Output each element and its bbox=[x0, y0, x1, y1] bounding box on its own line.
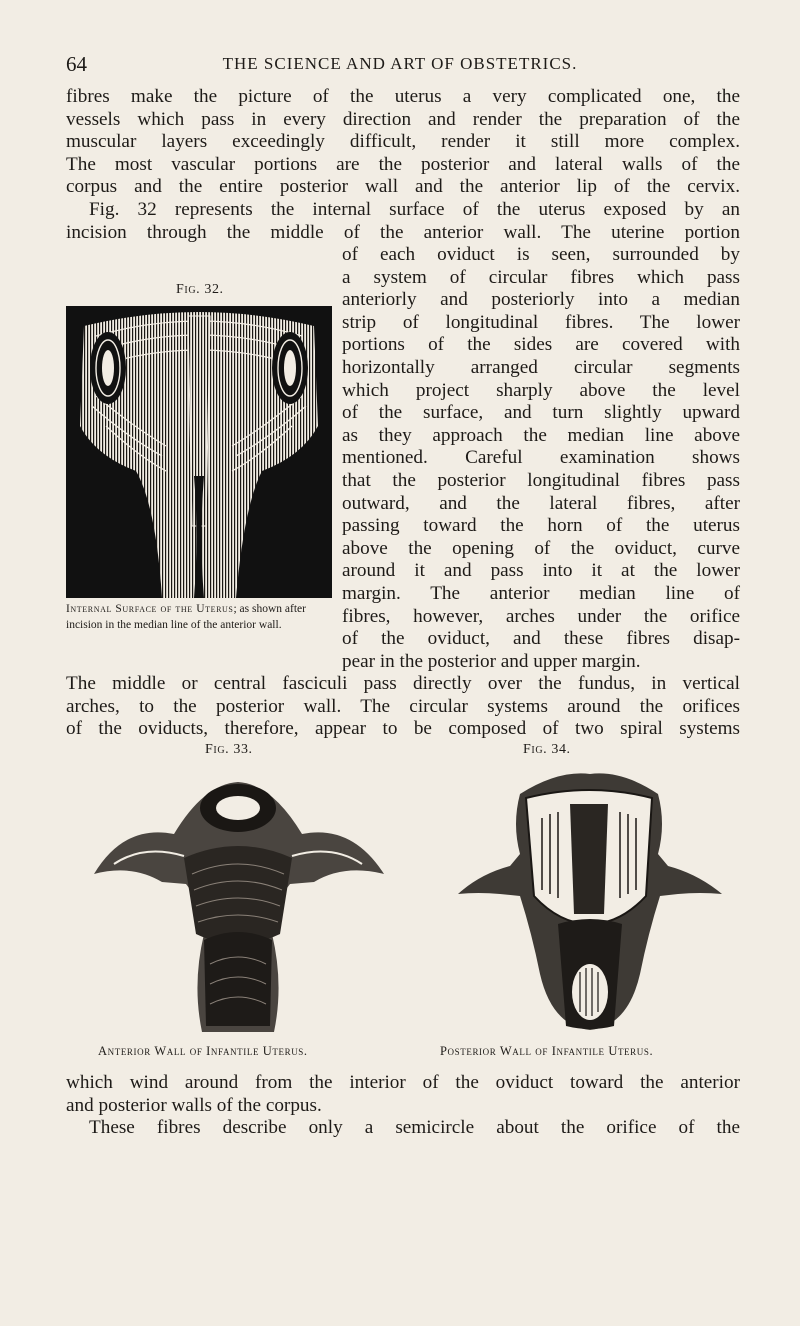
figure-33-caption: Anterior Wall of Infantile Uterus. bbox=[98, 1044, 308, 1058]
figure-33-label: Fig. 33. bbox=[205, 742, 253, 757]
text-line: outward, and the lateral fibres, after bbox=[342, 492, 740, 514]
text-line: The most vascular portions are the posterior and lateral walls of the bbox=[66, 153, 740, 175]
text-line: The middle or central fasciculi pass directly over the fundus, in vertical bbox=[66, 673, 740, 694]
running-head: THE SCIENCE AND ART OF OBSTETRICS. bbox=[222, 54, 578, 73]
text-line: of each oviduct is seen, surrounded by bbox=[342, 244, 740, 265]
figure-34-illustration bbox=[450, 764, 728, 1034]
figure-33-illustration bbox=[84, 764, 392, 1034]
text-line: anteriorly and posteriorly into a median bbox=[342, 289, 740, 311]
paragraph-2-start bbox=[66, 199, 740, 244]
text-line: horizontally arranged circular segments bbox=[342, 356, 740, 378]
text-line: muscular layers exceedingly difficult, render it still more complex. bbox=[66, 131, 740, 153]
text-line: These fibres describe only a semicircle about the orifice of the bbox=[89, 1117, 740, 1138]
text-line: margin. The anterior median line of bbox=[342, 582, 740, 604]
figure-34-caption: Posterior Wall of Infantile Uterus. bbox=[440, 1044, 654, 1058]
text-line: around it and pass into it at the lower bbox=[342, 560, 740, 582]
text-line: which project sharply above the level bbox=[342, 379, 740, 401]
page-number: 64 bbox=[66, 52, 87, 76]
text-line: a system of circular fibres which pass bbox=[342, 266, 740, 288]
text-line: arches, to the posterior wall. The circular systems around the orifices bbox=[66, 695, 740, 717]
caption-text: ; as shown after incision in the median line of the anterior wall. bbox=[66, 603, 306, 631]
text-line: above the opening of the oviduct, curve bbox=[342, 537, 740, 559]
text-line: of the oviducts, therefore, appear to be composed of two spiral systems bbox=[66, 718, 740, 740]
figure-32-illustration bbox=[66, 306, 332, 598]
text-line: that the posterior longitudinal fibres pass bbox=[342, 469, 740, 491]
figure-32-caption bbox=[66, 602, 342, 633]
text-line: portions of the sides are covered with bbox=[342, 334, 740, 356]
text-line: fibres, however, arches under the orifice bbox=[342, 605, 740, 627]
text-line: of the surface, and turn slightly upward bbox=[342, 402, 740, 424]
figure-34-label: Fig. 34. bbox=[523, 742, 571, 757]
text-line: passing toward the horn of the uterus bbox=[342, 515, 740, 537]
text-line: mentioned. Careful examination shows bbox=[342, 447, 740, 469]
figure-32-label: Fig. 32. bbox=[176, 282, 224, 297]
paragraph-2-end bbox=[66, 673, 740, 741]
text-line: which wind around from the interior of the oviduct toward the anterior bbox=[66, 1072, 740, 1093]
paragraph-4 bbox=[66, 1117, 740, 1140]
text-line: as they approach the median line above bbox=[342, 424, 740, 446]
text-line: strip of longitudinal fibres. The lower bbox=[342, 311, 740, 333]
text-line: incision through the middle of the anterior wall. The uterine portion bbox=[66, 221, 740, 243]
text-line: vessels which pass in every direction and render the preparation of the bbox=[66, 108, 740, 130]
text-line: corpus and the entire posterior wall and the anterior lip of the cervix. bbox=[66, 176, 740, 198]
text-line: fibres make the picture of the uterus a very complicated one, the bbox=[66, 86, 740, 107]
text-line: pear in the posterior and upper margin. bbox=[342, 650, 641, 672]
paragraph-2-column bbox=[342, 244, 740, 673]
text-line: and posterior walls of the corpus. bbox=[66, 1094, 322, 1116]
text-line: of the oviduct, and these fibres disap- bbox=[342, 628, 740, 650]
paragraph-1 bbox=[66, 86, 740, 199]
paragraph-3 bbox=[66, 1072, 740, 1117]
text-line: Fig. 32 represents the internal surface of the uterus exposed by an bbox=[89, 199, 740, 220]
caption-title: Internal Surface of the Uterus bbox=[66, 603, 234, 615]
